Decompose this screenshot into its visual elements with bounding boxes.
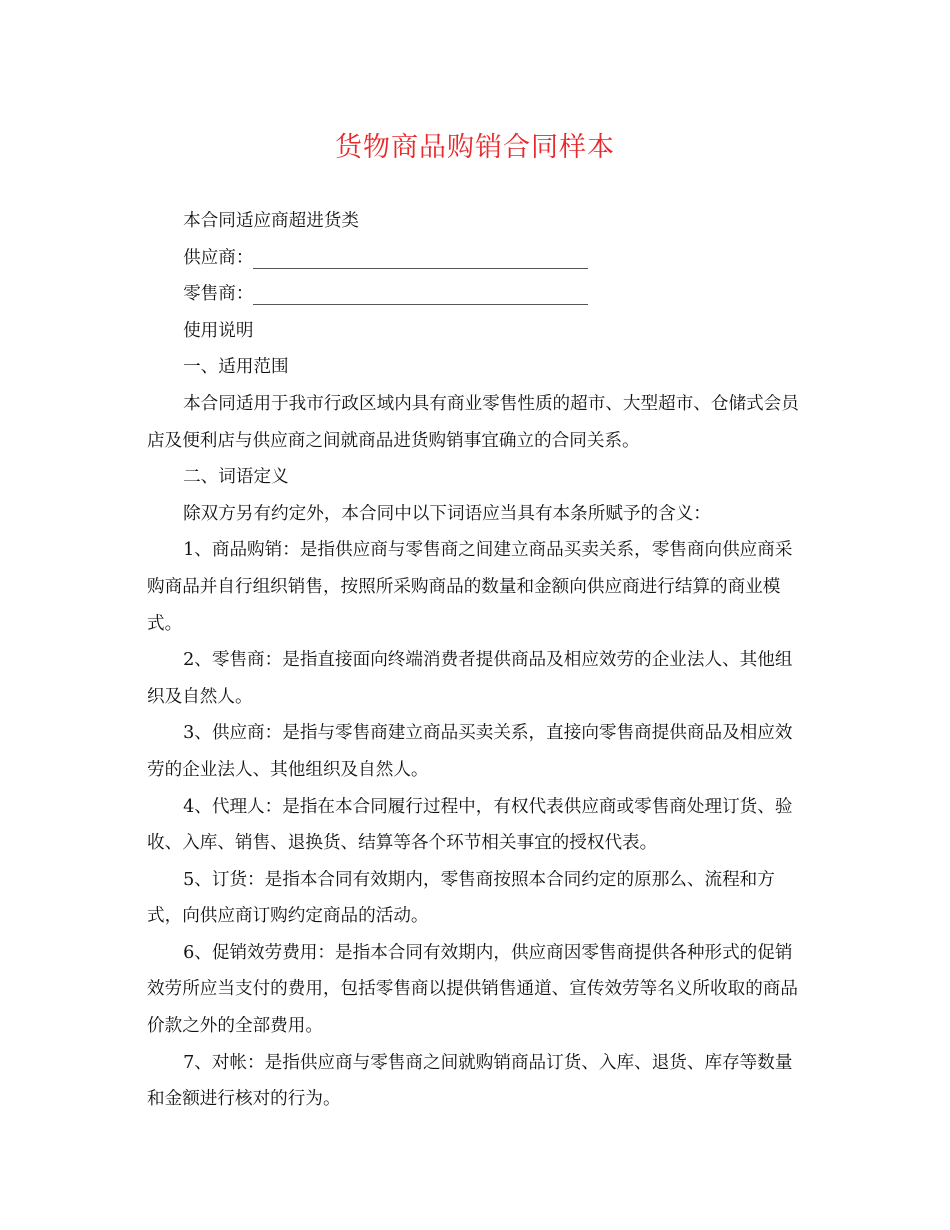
section2-heading: 二、词语定义 [183, 467, 289, 488]
definition-paragraph: 7、对帐：是指供应商与零售商之间就购销商品订货、入库、退货、库存等数量和金额进行核对的行为。 [147, 1052, 793, 1110]
supplier-field-row [147, 240, 807, 277]
document-title: 货物商品购销合同样本 [335, 132, 615, 163]
supplier-blank-line [253, 245, 588, 269]
retailer-blank-line [253, 281, 588, 305]
section2-intro: 除双方另有约定外，本合同中以下词语应当具有本条所赋予的含义： [183, 503, 711, 524]
section1-paragraph: 本合同适用于我市行政区域内具有商业零售性质的超市、大型超市、仓储式会员店及便利店与供应商之间就商品进货购销事宜确立的合同关系。 [147, 393, 799, 451]
usage-heading: 使用说明 [183, 320, 254, 341]
retailer-field-row [147, 276, 807, 313]
retailer-label: 零售商： [183, 284, 254, 305]
definition-paragraph: 5、订货：是指本合同有效期内，零售商按照本合同约定的原那么、流程和方式，向供应商订购约定商品的活动。 [147, 869, 775, 927]
document-body [147, 203, 807, 1118]
section1-heading: 一、适用范围 [183, 357, 289, 378]
definition-paragraph: 4、代理人：是指在本合同履行过程中，有权代表供应商或零售商处理订货、验收、入库、销售、退换货、结算等各个环节相关事宜的授权代表。 [147, 796, 793, 854]
supplier-label: 供应商： [183, 247, 254, 268]
definition-paragraph: 6、促销效劳费用：是指本合同有效期内，供应商因零售商提供各种形式的促销效劳所应当支付的费用，包括零售商以提供销售通道、宣传效劳等名义所收取的商品价款之外的全部费用。 [147, 942, 798, 1037]
intro-line: 本合同适应商超进货类 [183, 211, 360, 231]
definition-paragraph: 3、供应商：是指与零售商建立商品买卖关系，直接向零售商提供商品及相应效劳的企业法人、其他组织及自然人。 [147, 723, 793, 780]
definition-paragraph: 2、零售商：是指直接面向终端消费者提供商品及相应效劳的企业法人、其他组织及自然人。 [147, 650, 793, 707]
definition-paragraph: 1、商品购销：是指供应商与零售商之间建立商品买卖关系，零售商向供应商采购商品并自行组织销售，按照所采购商品的数量和金额向供应商进行结算的商业模式。 [147, 540, 793, 634]
